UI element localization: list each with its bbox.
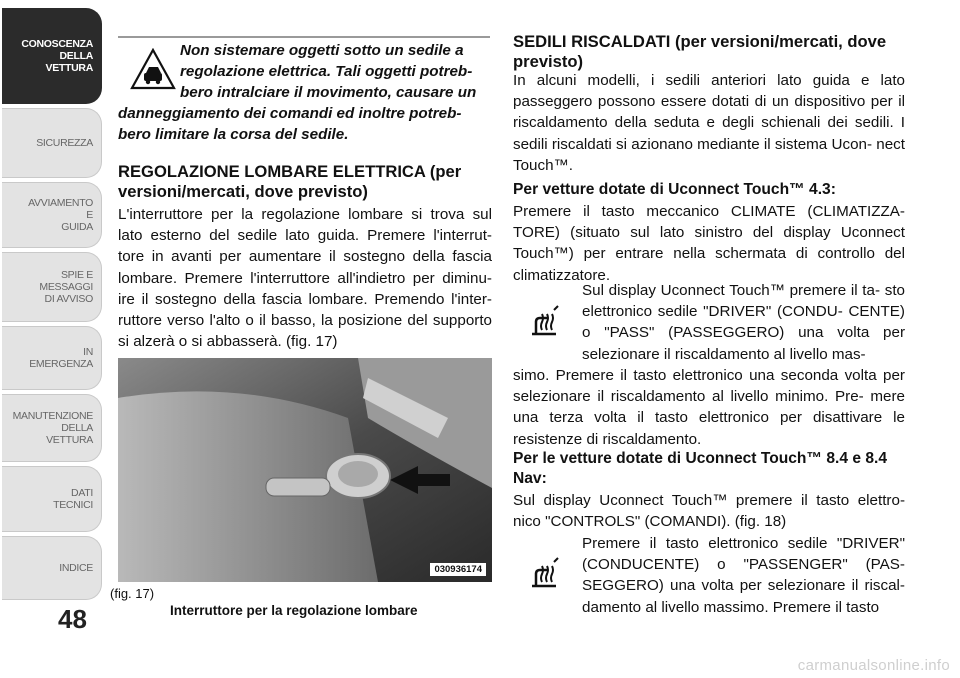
tab-spie-e-messaggi[interactable]: SPIE E MESSAGGI DI AVVISO (2, 252, 102, 322)
tab-manutenzione-della-vettura[interactable]: MANUTENZIONE DELLA VETTURA (2, 394, 102, 462)
watermark: carmanualsonline.info (797, 657, 950, 674)
page-number: 48 (58, 604, 87, 634)
warning-text-lead: Non sistemare oggetti sotto un sedile a regolazione elettrica. Tali oggetti potreb- bero intralciare il movimento, causare un (180, 42, 477, 101)
tab-dati-tecnici[interactable]: DATI TECNICI (2, 466, 102, 532)
uconnect-84-indent-text: Premere il tasto elettronico sedile "DRIVER" (CONDUCENTE) o "PASSENGER" (PAS- SEGGERO) una volta per selezionare il riscal- damento al livello massimo. Premere il tasto (582, 535, 905, 616)
lumbar-body: L'interruttore per la regolazione lombare si trova sul lato esterno del sedile lato guida. Premere l'interrut- tore in avanti per aumentare il sostegno della fascia lombare. Premere l'interruttore all'indietro per diminu- ire il sostegno della fascia lombare. Premendo l'inter- ruttore verso l'alto o il basso, la posizione del supporto si alzerà o si abbasserà. (fig. 17) (118, 206, 492, 351)
uconnect-43-indent-text: Sul display Uconnect Touch™ premere il ta- sto elettronico sedile "DRIVER" (CONDU- CENTE) o "PASS" (PASSEGGERO) una volta per selezionare il riscaldamento al livello mas- (582, 282, 905, 363)
figure-code: 030936174 (430, 563, 486, 576)
tab-in-emergenza[interactable]: IN EMERGENZA (2, 326, 102, 390)
figure-label: (fig. 17) (110, 586, 155, 601)
uconnect-43-body: Premere il tasto meccanico CLIMATE (CLIMATIZZA- TORE) (situato sul lato sinistro del display Uconnect Touch™) per entrare nella schermata di controllo del climatizzatore. (513, 203, 905, 284)
seat-side-photo (118, 358, 492, 582)
warning-text-rest: danneggiamento dei comandi ed inoltre potreb- bero limitare la corsa del sedile. (118, 105, 462, 143)
tab-sicurezza[interactable]: SICUREZZA (2, 108, 102, 178)
heated-seats-intro: In alcuni modelli, i sedili anteriori lato guida e lato passeggero possono essere dotati di un dispositivo per il riscaldamento della seduta e degli schienali dei sedili. I sedili riscaldati si azionano mediante il sistema Ucon- nect Touch™. (513, 72, 905, 174)
tab-conoscenza-della-vettura[interactable]: CONOSCENZA DELLA VETTURA (2, 8, 102, 104)
warning-text (118, 40, 492, 145)
uconnect-84-body: Sul display Uconnect Touch™ premere il tasto elettro- nico "CONTROLS" (COMANDI). (fig. 18) (513, 492, 905, 531)
chapter-tabs (0, 0, 106, 678)
tab-indice[interactable]: INDICE (2, 536, 102, 600)
warning-top-rule (118, 36, 490, 38)
uconnect-84-subheading: Per le vetture dotate di Uconnect Touch™ 8.4 e 8.4 Nav: (513, 450, 888, 487)
heated-seat-icon (528, 556, 562, 590)
figure-caption: Interruttore per la regolazione lombare (170, 603, 418, 618)
heated-seats-heading: SEDILI RISCALDATI (per versioni/mercati, dove previsto) (513, 32, 887, 71)
heated-seat-icon (528, 304, 562, 338)
lumbar-heading: REGOLAZIONE LOMBARE ELETTRICA (per versioni/mercati, dove previsto) (118, 162, 462, 201)
tab-avviamento-e-guida[interactable]: AVVIAMENTO E GUIDA (2, 182, 102, 248)
uconnect-43-subheading: Per vetture dotate di Uconnect Touch™ 4.3: (513, 181, 836, 198)
uconnect-43-continued: simo. Premere il tasto elettronico una seconda volta per selezionare il riscaldamento al livello minimo. Pre- mere una terza volta il tasto elettronico per disattivare le resistenze di riscaldamento. (513, 367, 905, 448)
figure-lumbar-switch (118, 358, 492, 582)
